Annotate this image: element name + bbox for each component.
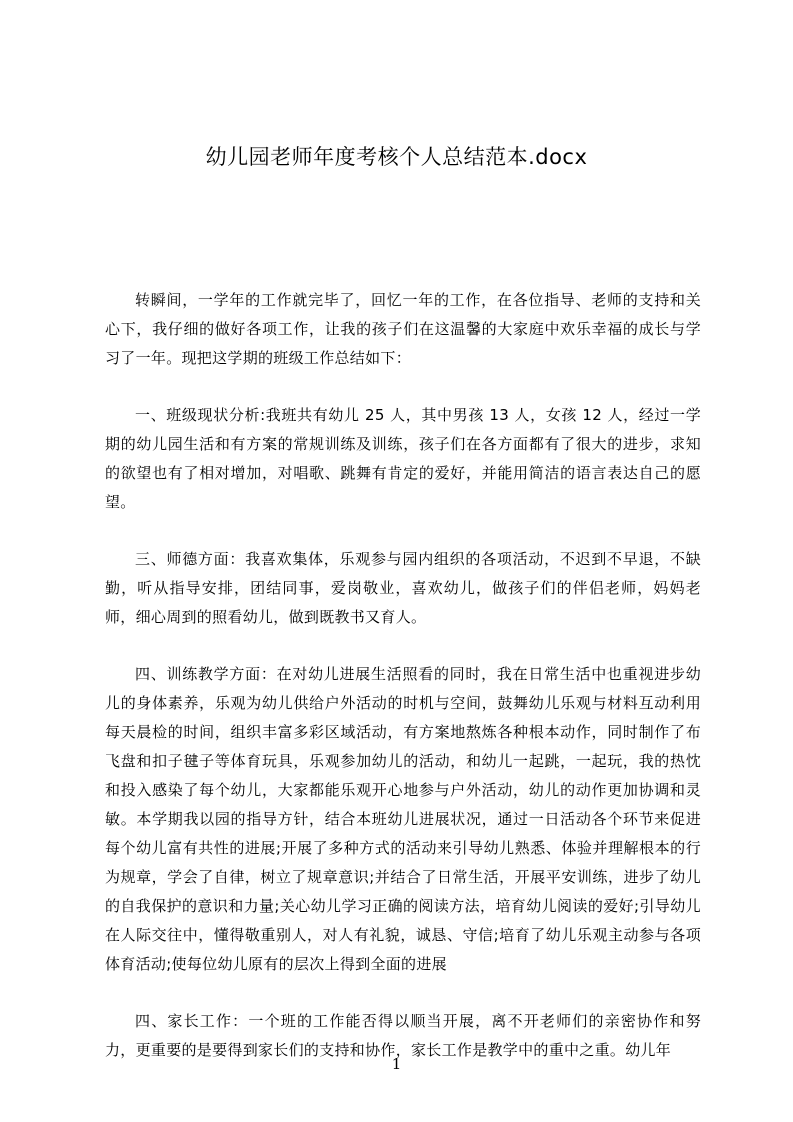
paragraph-class-status: 一、班级现状分析:我班共有幼儿 25 人，其中男孩 13 人，女孩 12 人，经过一学期的幼儿园生活和有方案的常规训练及训练，孩子们在各方面都有了很大的进步，求知的欲望也有了相对增加，对唱歌、跳舞有肯定的爱好，并能用简洁的语言表达自己的愿望。 (105, 406, 701, 511)
document-title: 幼儿园老师年度考核个人总结范本.docx (205, 145, 588, 169)
paragraph-teaching: 四、训练教学方面：在对幼儿进展生活照看的同时，我在日常生活中也重视进步幼儿的身体素养，乐观为幼儿供给户外活动的时机与空间，鼓舞幼儿乐观与材料互动利用每天晨检的时间，组织丰富多彩区域活动，有方案地熬炼各种根本动作，同时制作了布飞盘和扣子毽子等体育玩具，乐观参加幼儿的活动，和幼儿一起跳，一起玩，我的热忱和投入感染了每个幼儿，大家都能乐观开心地参与户外活动，幼儿的动作更加协调和灵敏。本学期我以园的指导方针，结合本班幼儿进展状况，通过一日活动各个环节来促进每个幼儿富有共性的进展;开展了多种方式的活动来引导幼儿熟悉、体验并理解根本的行为规章，学会了自律，树立了规章意识;并结合了日常生活，开展平安训练，进步了幼儿的自我保护的意识和力量;关心幼儿学习正确的阅读方法，培育幼儿阅读的爱好;引导幼儿在人际交往中，懂得敬重别人，对人有礼貌，诚恳、守信;培育了幼儿乐观主动参与各项体育活动;使每位幼儿原有的层次上得到全面的进展 (105, 665, 701, 973)
page-number: 1 (391, 1055, 402, 1073)
paragraph-intro: 转瞬间，一学年的工作就完毕了，回忆一年的工作，在各位指导、老师的支持和关心下，我仔细的做好各项工作，让我的孩子们在这温馨的大家庭中欢乐幸福的成长与学习了一年。现把这学期的班级工作总结如下： (105, 291, 701, 367)
paragraph-parent-work: 四、家长工作：一个班的工作能否得以顺当开展，离不开老师们的亲密协作和努力，更重要的是要得到家长们的支持和协作，家长工作是教学中的重中之重。幼儿年 (105, 1012, 701, 1059)
paragraph-teacher-ethics: 三、师德方面：我喜欢集体，乐观参与园内组织的各项活动，不迟到不早退，不缺勤，听从指导安排，团结同事，爱岗敬业，喜欢幼儿，做孩子们的伴侣老师，妈妈老师，细心周到的照看幼儿，做到既教书又育人。 (105, 550, 701, 626)
document-body (105, 286, 701, 1093)
